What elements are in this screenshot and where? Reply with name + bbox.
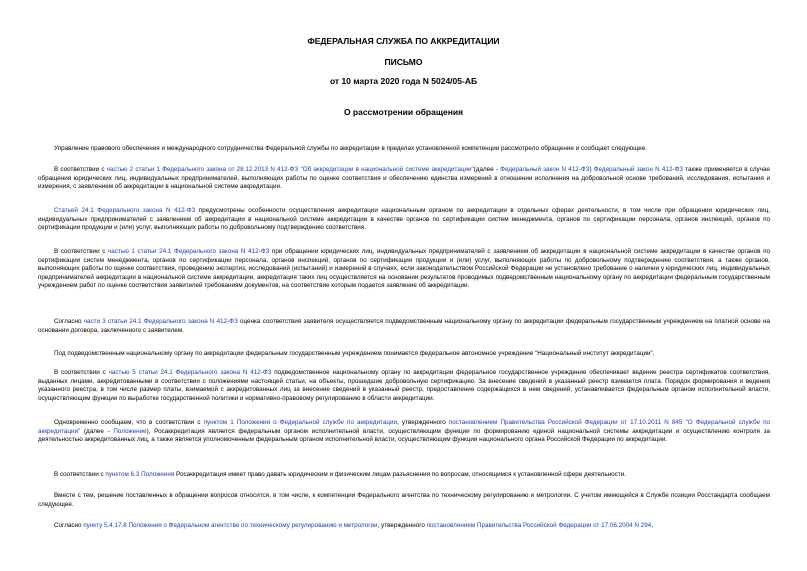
paragraph-5 (38, 318, 770, 335)
paragraph-4 (38, 248, 770, 291)
text: , утвержденного (397, 419, 449, 426)
paragraph-3 (38, 207, 770, 233)
paragraph-1 (38, 145, 770, 154)
link-regulation[interactable]: Положение (113, 427, 147, 435)
link-regulation-point-6-3[interactable]: пунктом 6.3 Положения (105, 471, 175, 478)
link-law-412[interactable]: Федеральный закон N 412-ФЗ (500, 166, 590, 173)
document-type: ПИСЬМО (384, 57, 423, 67)
text: также применяется в случае обращения юридических лиц, индивидуальных предпринимателей, выполняющих работы по оценке соответствия и обеспечению единства измерений в отношении исполнения на добровольной основе требований, исследования, испытания и измерения, с заявлением об аккредитации в национальной системе аккредитации. (38, 166, 770, 191)
document-date-number: от 10 марта 2020 года N 5024/05-АБ (329, 76, 478, 86)
link-article-24-1-part-5[interactable]: частью 5 статьи 24.1 Федерального закона N 412-ФЗ (108, 369, 272, 376)
paragraph-11 (38, 522, 770, 531)
text: В соответствии с (54, 248, 108, 255)
paragraph-10 (38, 492, 770, 509)
text: ), Росаккредитация является федеральным органом исполнительной власти, осуществляющим функции по формированию единой национальной системы аккредитации и осуществлению контроля за деятельностью аккредитованных лиц, а также является уполномоченным федеральным органом исполнительной власти, осуществляющим функции национального органа Российской Федерации по аккредитации. (38, 427, 771, 444)
document-subject: О рассмотрении обращения (343, 107, 464, 117)
text: , (651, 522, 653, 529)
paragraph-6 (38, 350, 770, 359)
text: Росаккредитация имеет право давать юридическим и физическим лицам разъяснения по вопросам, относящимся к установленной сфере деятельности. (174, 471, 626, 478)
text: , утвержденного (377, 522, 427, 529)
text: Согласно (54, 522, 84, 529)
text: предусмотрены особенности осуществления аккредитации национальным органом по аккредитации в отдельных сферах деятельности, в том числе при обращении юридических лиц, индивидуальных предпринимателей с заявлением об аккредитации в национальной системе аккредитации в качестве органов по сертификации систем менеджмента, органов по сертификации персонала, органов инспекций, органов по сертификации продукции и (или) услуг, выполняющих работы по добровольному подтверждению соответствия. (38, 207, 770, 232)
text: при обращении юридических лиц, индивидуальных предпринимателей с заявлением об аккредитации в национальной системе аккредитации в качестве органов по сертификации систем менеджмента, органов по сертификации персонала, органов инспекций, органов по сертификации продукции и (или) услуг, выполняющих работы по добровольному подтверждению соответствия, а также органов, выполняющих работы по оценке соответствия, проведению экспертиз, исследований (испытаний) и измерений в случаях, если законодательством Российской Федерации не установлено требование о наличии у юридических лиц, индивидуальных предпринимателей аккредитации в национальной системе аккредитации, аккредитация таких лиц осуществляется на основании результатов проводимых подведомственным национальному органу по аккредитации федеральным государственным учреждением работ по оценке соответствия заявителей требованиям документов, на соответствие которым подается заявление об аккредитации. (38, 248, 771, 290)
link-article-24-1-part-3[interactable]: части 3 статьи 24.1 Федерального закона N 412-ФЗ (83, 318, 238, 325)
paragraph-9 (38, 471, 770, 480)
link-law-412-2[interactable]: Федеральный закон N 412-ФЗ (593, 166, 684, 173)
text: В соответствии с (54, 369, 109, 376)
link-article-24-1-part-1[interactable]: частью 1 статьи 24.1 Федерального закона N 412-ФЗ (107, 248, 270, 255)
paragraph-2 (38, 166, 770, 192)
link-regulation-point-1[interactable]: пунктом 1 Положения о Федеральной службе по аккредитации (203, 419, 398, 426)
paragraph-8 (38, 419, 770, 445)
text: (далее - (80, 427, 114, 435)
paragraph-7 (38, 369, 770, 403)
text: В соответствии с (54, 471, 106, 478)
text: подведомственное национальному органу по аккредитации федеральное государственное учреждение обеспечивает ведение реестра сертификатов соответствия, выданных лицами, аккредитованными в соответствии с положениями настоящей статьи, на объекты, прошедшие добровольную сертификацию. За внесение сведений в указанный реестр взимается плата. Порядок формирования и ведения указанного реестра, в том числе размер платы, взимаемой с аккредитованных лиц за внесение сведений в указанный реестр, предоставление содержащихся в нем сведений, устанавливается федеральным органом исполнительной власти, осуществляющим функции по выработке государственной политики и нормативно-правовому регулированию в области аккредитации. (38, 369, 770, 402)
text: ) (589, 166, 594, 173)
text: (далее - (473, 166, 501, 173)
agency-title: ФЕДЕРАЛЬНАЯ СЛУЖБА ПО АККРЕДИТАЦИИ (307, 36, 500, 46)
text: Под подведомственным национальному органу по аккредитации федеральным государственным учреждением понимается федеральное автономное учреждение "Национальный институт аккредитации". (54, 350, 655, 357)
link-government-decree-845[interactable]: постановлением Правительства Российской Федерации от 17.10.2011 N 845 "О Федеральной службе по аккредитации" (38, 419, 770, 435)
link-rosstandart-regulation[interactable]: пункту 5.4.17.8 Положения о Федеральном агентстве по техническому регулированию и метрологии (83, 522, 378, 529)
link-article-24-1[interactable]: Статьей 24.1 Федерального закона N 412-ФЗ (54, 207, 196, 214)
text: Управление правового обеспечения и международного сотрудничества Федеральной службы по аккредитации в пределах установленной компетенции рассмотрело обращение и сообщает следующее. (54, 145, 647, 152)
link-government-decree-294[interactable]: постановлением Правительства Российской Федерации от 17.06.2004 N 294 (426, 522, 652, 529)
text: оценка соответствия заявителя осуществляется подведомственным национальному органу по аккредитации федеральным государственным учреждением на платной основе на основании договора, заключенного с заявителем. (38, 318, 771, 334)
text: Одновременно сообщаем, что в соответствии с (54, 419, 204, 426)
text: Вместе с тем, решение поставленных в обращении вопросов относится, в том числе, к компетенции Федерального агентства по техническому регулированию и метрологии. С учетом имеющейся в Службе позиции Росстандарта сообщаем следующее. (38, 492, 770, 508)
link-law-412-part-2[interactable]: частью 2 статьи 1 Федерального закона от 28.12.2013 N 412-ФЗ "Об аккредитации в национальной системе аккредитации" (106, 166, 474, 173)
text: В соответствии с (54, 166, 107, 173)
text: Согласно (54, 318, 84, 325)
